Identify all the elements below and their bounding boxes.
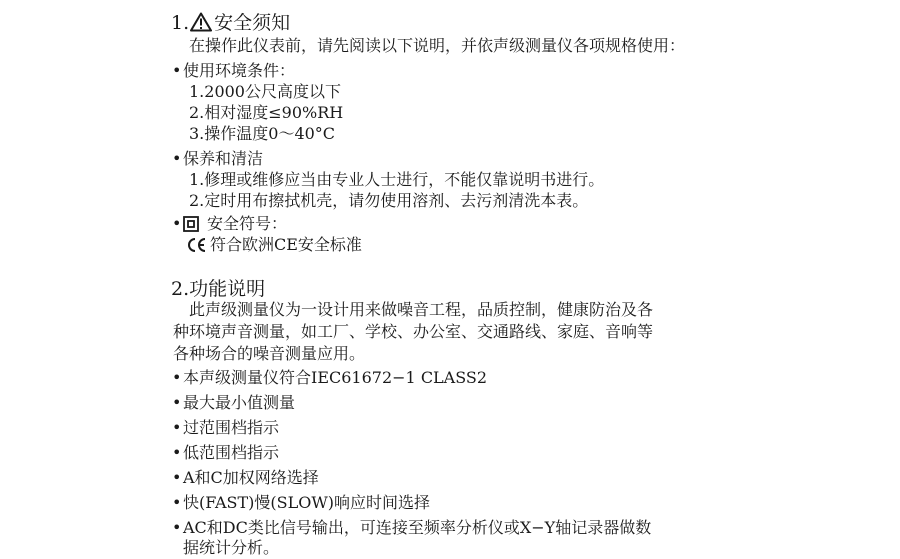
section1-title: 安全须知 <box>214 12 291 34</box>
feature-item-continuation: 据统计分析。 <box>183 538 280 557</box>
ce-mark-icon <box>186 237 208 253</box>
manual-page: 1. 安全须知 在操作此仪表前，请先阅读以下说明，并依声级测量仪各项规格使用： 使用环境条件： 1.2000公尺高度以下 2.相对湿度≤90%RH 3.操作温度0～40°C 保养和清洁 1.修理或维修应当由专业人士进行，不能仅靠说明书进行。 2.定时用布擦拭机壳，请勿使用溶剂、去污剂清洗本表。 安全符号： 符合欧洲CE安全标准 2.功能说明 此声级测量仪为一设计用来做噪音工程，品质控制，健康防治及各 种环境声音测量，如工厂、学校、办公室、交通路线、家庭、音响等 各种场合的噪音测量应用。 本声级测量仪符合IEC61672−1 CLASS2 最大最小值测量 过范围档指示 低范围档指示 A和C加权网络选择 快(FAST)慢(SLOW)响应时间选择 AC和DC类比信号输出，可连接至频率分析仪或X−Y轴记录器做数 据统计分析。 <box>171 12 686 557</box>
section2-heading: 2.功能说明 <box>171 278 266 300</box>
ce-text: 符合欧洲CE安全标准 <box>210 235 362 254</box>
ce-line <box>186 235 362 255</box>
env-item: 1.2000公尺高度以下 <box>189 82 341 101</box>
section2-paragraph-line: 此声级测量仪为一设计用来做噪音工程，品质控制，健康防治及各 <box>189 300 654 319</box>
env-item: 2.相对湿度≤90%RH <box>189 103 344 122</box>
symbols-heading-text: 安全符号： <box>207 214 288 233</box>
care-item: 2.定时用布擦拭机壳，请勿使用溶剂、去污剂清洗本表。 <box>189 191 589 210</box>
double-insulation-icon <box>183 216 199 232</box>
section2-paragraph-line: 各种场合的噪音测量应用。 <box>173 344 366 363</box>
warning-triangle-icon <box>190 12 212 32</box>
section1-number: 1. <box>171 12 190 34</box>
section1-intro: 在操作此仪表前，请先阅读以下说明，并依声级测量仪各项规格使用： <box>189 36 686 55</box>
env-item: 3.操作温度0～40°C <box>189 124 336 143</box>
section2-paragraph-line: 种环境声音测量，如工厂、学校、办公室、交通路线、家庭、音响等 <box>173 322 654 341</box>
care-item: 1.修理或维修应当由专业人士进行，不能仅靠说明书进行。 <box>189 170 605 189</box>
section1-heading <box>171 11 290 35</box>
